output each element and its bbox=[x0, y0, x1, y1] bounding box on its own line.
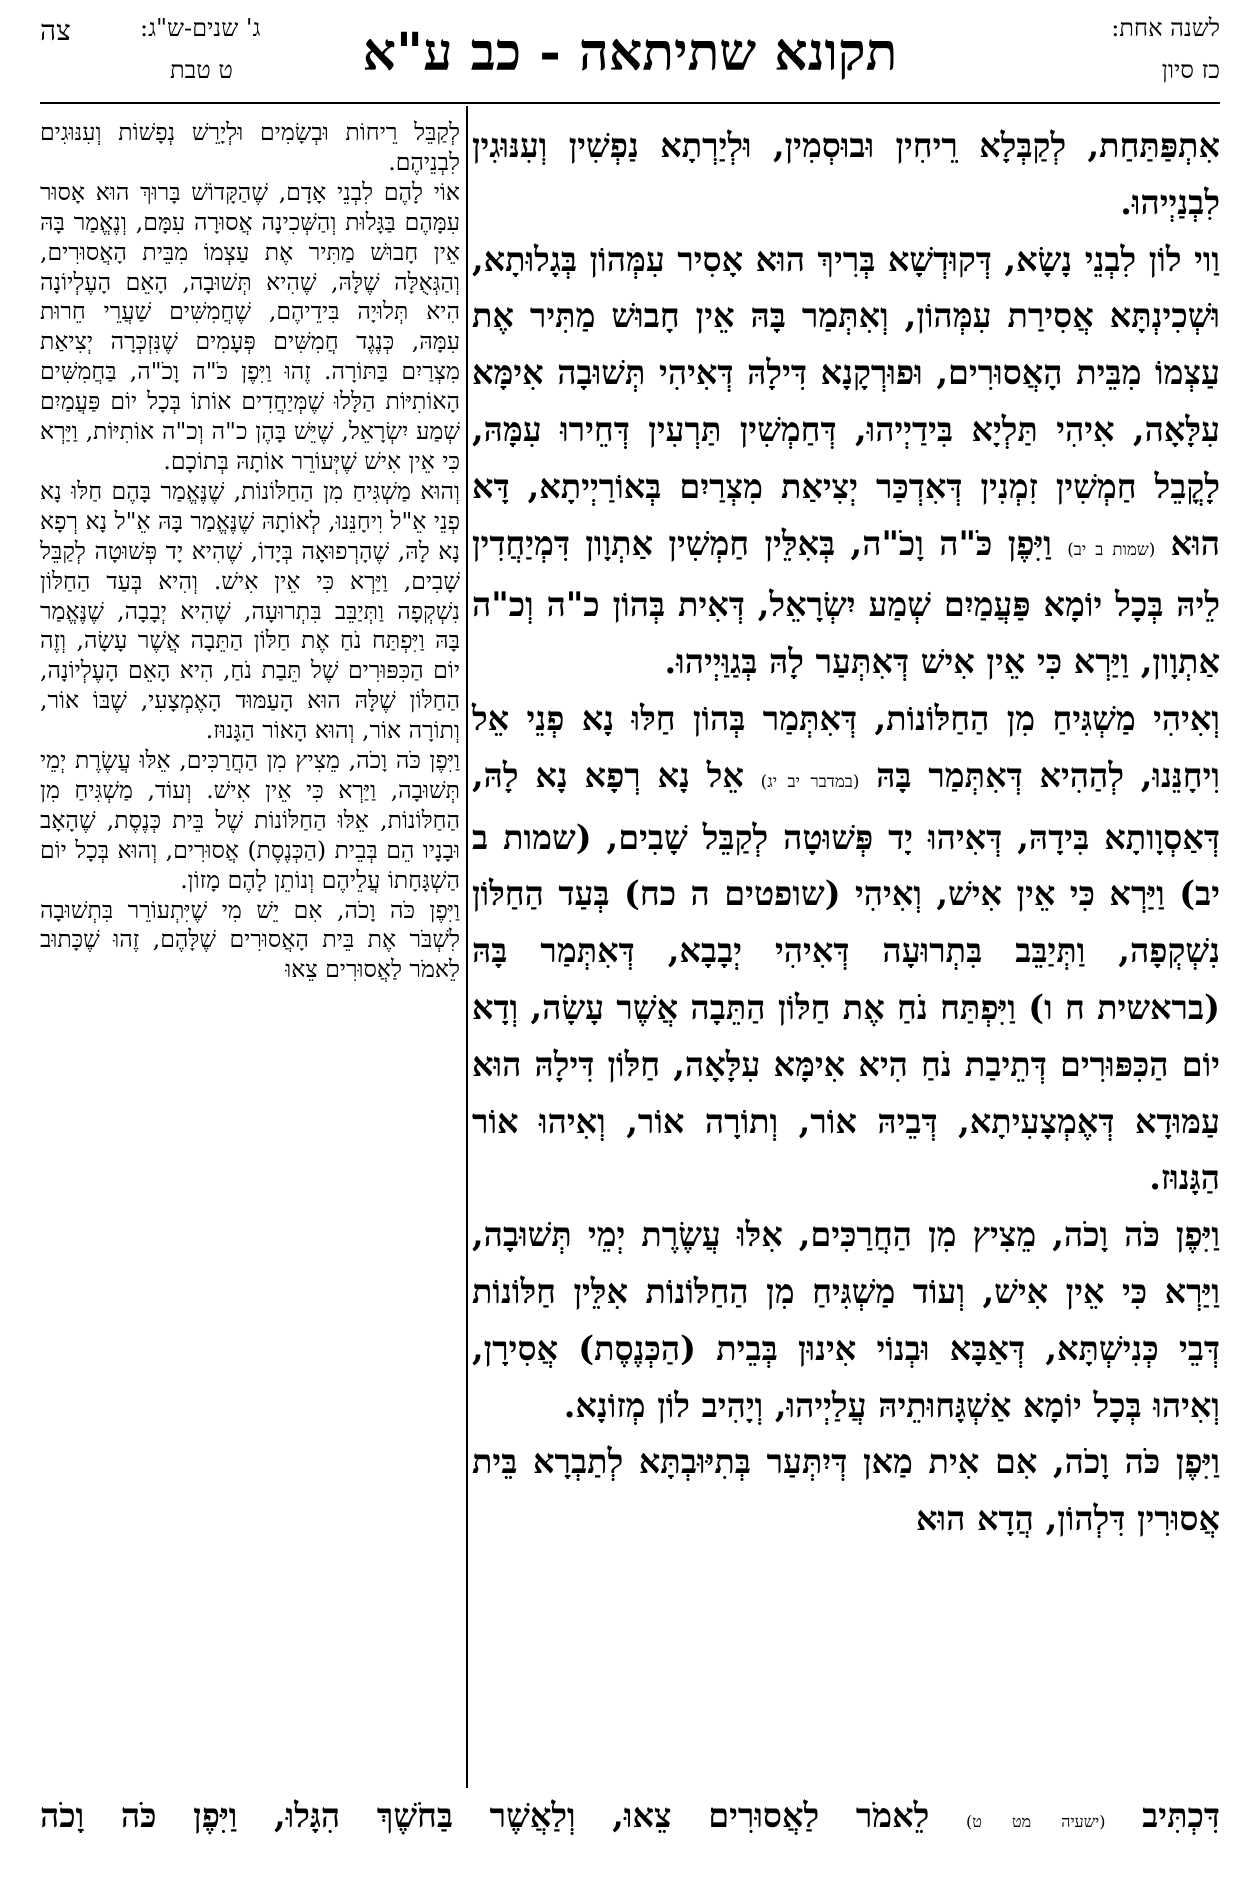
side-paragraph: לְקַבֵּל רֵיחוֹת וּבְשָׂמִים וּלְיָרֵשׁ נְפָשׁוֹת וְעִנּוּגִים לִבְנֵיהֶם. bbox=[40, 118, 460, 176]
source-reference: (במדבר יב יג) bbox=[760, 770, 860, 791]
main-aramaic-column bbox=[472, 118, 1220, 1548]
side-paragraph: וַיִּפֶן כֹּה וָכֹה, אִם יֵשׁ מִי שֶׁיִּתְעוֹרֵר בִּתְשׁוּבָה לִשְׁבֹּר אֶת בֵּית הָאֲסוּרִים שֶׁלָּהֶם, זֶהוּ שֶׁכָּתוּב לֵאמֹר לַאֲסוּרִים צֵאוּ bbox=[40, 895, 460, 984]
header-right-bottom: כז סיון bbox=[1161, 56, 1220, 84]
source-reference: (שמות ב יב) bbox=[1067, 538, 1156, 559]
side-paragraph: אוֹי לָהֶם לִבְנֵי אָדָם, שֶׁהַקָּדוֹשׁ בָּרוּךְ הוּא אָסוּר עִמָּהֶם בַּגָּלוּת וְהַשְּׁכִינָה אֲסוּרָה עִמָּם, וְנֶאֱמַר בָּהּ אֵין חָבוּשׁ מַתִּיר אֶת עַצְמוֹ מִבֵּית הָאֲסוּרִים, וְהַגְּאֻלָּה שֶׁלָּהּ, שֶׁהִיא תְּשׁוּבָה, הָאֵם הָעֶלְיוֹנָה הִיא תְּלוּיָה בִּידֵיהֶם, שֶׁחֲמִשִּׁים שַׁעֲרֵי חֵרוּת עִמָּהּ, כְּנֶגֶד חֲמִשִּׁים פְּעָמִים שֶׁנִּזְכְּרָה יְצִיאַת מִצְרַיִם בַּתּוֹרָה. זֶהוּ וַיִּפֶן כֹּ"ה וָכֹ"ה, בַּחֲמִשִּׁים הָאוֹתִיּוֹת הַלָּלוּ שֶׁמְּיַחֲדִים אוֹתוֹ בְּכָל יוֹם פַּעֲמַיִם שְׁמַע יִשְׂרָאֵל, שֶׁיֵּשׁ בָּהֶן כ"ה וְכ"ה אוֹתִיּוֹת, וַיַּרְא כִּי אֵין אִישׁ שֶׁיְּעוֹרֵר אוֹתָהּ בְּתוֹכָם. bbox=[40, 177, 460, 475]
footer-text-end: לֵאמֹר לַאֲסוּרִים צֵאוּ, וְלַאֲשֶׁר בַּחֹשֶׁךְ הִגָּלוּ, וַיִּפֶן כֹּה וָכֹה bbox=[40, 1796, 930, 1835]
main-paragraph: וַוי לוֹן לִבְנֵי נָשָׂא, דְּקוּדְשָׁא בְּרִיךְ הוּא אָסִיר עִמְּהוֹן בְּגָלוּתָא, וּשְׁכִינְתָּא אֲסִירַת עִמְּהוֹן, וְאִתְּמַר בָּהּ אֵין חָבוּשׁ מַתִּיר אֶת עַצְמוֹ מִבֵּית הָאֲסוּרִים, וּפוּרְקָנָא דִּילָהּ דְּאִיהִי תְּשׁוּבָה אִימָּא עִלָּאָה, אִיהִי תַּלְיָא בִּידַיְיהוּ, דְּחַמְשִׁין תַּרְעִין דְּחֵירוּ עִמָּהּ, לָקֳבֵל חַמְשִׁין זִמְנִין דְּאִדְכַּר יְצִיאַת מִצְרַיִם בְּאוֹרַיְיתָא, דָּא הוּא (שמות ב יב) וַיִּפֶן כֹּ"ה וָכֹ"ה, בְּאִלֵּין חַמְשִׁין אַתְוָון דִּמְיַחֲדִין לֵיהּ בְּכָל יוֹמָא פַּעֲמַיִם שְׁמַע יִשְׂרָאֵל, דְּאִית בְּהוֹן כ"ה וְכ"ה אַתְוָון, וַיַּרְא כִּי אֵין אִישׁ דְּאִתְּעַר לָהּ בְּגַוַּיְיהוּ. bbox=[472, 239, 1221, 682]
main-paragraph: וְאִיהִי מַשְׁגִּיחַ מִן הַחַלּוֹנוֹת, דְּאִתְּמַר בְּהוֹן חַלּוּ נָא פְנֵי אֵל וִיחָנֵּנוּ, לְהַהִיא דְּאִתְּמַר בָּהּ (במדבר יב יג) אֵל נָא רְפָא נָא לָהּ, דְּאַסְוָותָא בִּידָהּ, דְּאִיהוּ יָד פְּשׁוּטָה לְקַבֵּל שָׁבִים, (שמות ב יב) וַיַּרְא כִּי אֵין אִישׁ, וְאִיהִי (שופטים ה כח) בְּעַד הַחַלּוֹן נִשְׁקְפָה, וַתְּיַבֵּב בִּתְרוּעָה דְּאִיהִי יְבָבָא, דְּאִתְּמַר בָּהּ (בראשית ח ו) וַיִּפְתַּח נֹחַ אֶת חַלּוֹן הַתֵּבָה אֲשֶׁר עָשָׂה, וְדָא יוֹם הַכִּפּוּרִים דְּתֵיבַת נֹחַ הִיא אִימָּא עִלָּאָה, חַלּוֹן דִּילָהּ הוּא עַמּוּדָא דְּאֶמְצָעִיתָא, דְּבֵיהּ אוֹר, וְתוֹרָה אוֹר, וְאִיהוּ אוֹר הַגָּנוּז. bbox=[472, 698, 1220, 1198]
side-paragraph: וְהוּא מַשְׁגִּיחַ מִן הַחַלּוֹנוֹת, שֶׁנֶּאֱמַר בָּהֶם חַלּוּ נָא פְנֵי אֵ"ל וִיחָנֵּנוּ, לְאוֹתָהּ שֶׁנֶּאֱמַר בָּהּ אֵ"ל נָא רְפָא נָא לָהּ, שֶׁהָרְפוּאָה בְּיָדוֹ, שֶׁהִיא יָד פְּשׁוּטָה לְקַבֵּל שָׁבִים, וַיַּרְא כִּי אֵין אִישׁ. וְהִיא בְּעַד הַחַלּוֹן נִשְׁקְפָה וַתְּיַבֵּב בִּתְרוּעָה, שֶׁהִיא יְבָבָה, שֶׁנֶּאֱמַר בָּהּ וַיִּפְתַּח נֹחַ אֶת חַלּוֹן הַתֵּבָה אֲשֶׁר עָשָׂה, וְזֶה יוֹם הַכִּפּוּרִים שֶׁל תֵּבַת נֹחַ, הִיא הָאֵם הָעֶלְיוֹנָה, הַחַלּוֹן שֶׁלָּהּ הוּא הָעַמּוּד הָאֶמְצָעִי, שֶׁבּוֹ אוֹר, וְתוֹרָה אוֹר, וְהוּא הָאוֹר הַגָּנוּז. bbox=[40, 476, 460, 745]
page-title: תקונא שתיתאה - כב ע"א bbox=[362, 22, 898, 83]
main-paragraph: וַיִּפֶן כֹּה וָכֹה, אִם אִית מַאן דְּיִתְּעַר בְּתִיּוּבְתָּא לְתַבְרָא בֵּית אֲסוּרִין דִּלְהוֹן, הֲדָא הוּא bbox=[472, 1442, 1220, 1539]
footer-line bbox=[40, 1788, 1220, 1850]
side-paragraph: וַיִּפֶן כֹּה וָכֹה, מֵצִיץ מִן הַחֲרַכִּים, אֵלּוּ עֲשֶׂרֶת יְמֵי תְּשׁוּבָה, וַיַּרְא כִּי אֵין אִישׁ. וְעוֹד, מַשְׁגִּיחַ מִן הַחַלּוֹנוֹת, אֵלּוּ הַחַלּוֹנוֹת שֶׁל בֵּית כְּנֶסֶת, שֶׁהָאָב וּבָנָיו הֵם בְּבֵית (הַכְּנֶסֶת) אֲסוּרִים, וְהוּא בְּכָל יוֹם הַשְׁגָּחָתוֹ עֲלֵיהֶם וְנוֹתֵן לָהֶם מָזוֹן. bbox=[40, 746, 460, 894]
header-left-bottom: ט טבת bbox=[170, 56, 233, 84]
page-number-letter: צה bbox=[40, 14, 71, 47]
main-paragraph: אִתְפַּתַּחַת, לְקַבְּלָא רֵיחִין וּבוּסְמִין, וּלְיַרְתָא נַפְשִׁין וְעִנּוּגִין לִבְנַיְיהוּ. bbox=[472, 126, 1220, 222]
column-divider bbox=[466, 106, 468, 1788]
footer-source-reference: (ישעיה מט ט) bbox=[966, 1812, 1106, 1831]
header-right-top: לשנה אחת: bbox=[1111, 14, 1220, 42]
page-header bbox=[0, 0, 1260, 120]
footer-text-start: דִּכְתִּיב bbox=[1142, 1796, 1220, 1835]
hebrew-translation-column bbox=[40, 118, 460, 985]
header-rule bbox=[40, 102, 1220, 104]
main-paragraph: וַיִּפֶן כֹּה וָכֹה, מֵצִיץ מִן הַחֲרַכִּים, אִלּוּ עֲשֶׂרֶת יְמֵי תְּשׁוּבָה, וַיַּרְא כִּי אֵין אִישׁ, וְעוֹד מַשְׁגִּיחַ מִן הַחַלּוֹנוֹת אִלֵּין חַלּוֹנוֹת דְּבֵי כְּנִישְׁתָּא, דְּאַבָּא וּבְנוֹי אִינוּן בְּבֵית (הַכְּנֶסֶת) אֲסִירָן, וְאִיהוּ בְּכָל יוֹמָא אַשְׁגָּחוּתֵיהּ עֲלַיְיהוּ, וְיָהִיב לוֹן מְזוֹנָא. bbox=[472, 1215, 1220, 1425]
header-left-top: ג' שנים-ש"ג: bbox=[140, 14, 261, 42]
